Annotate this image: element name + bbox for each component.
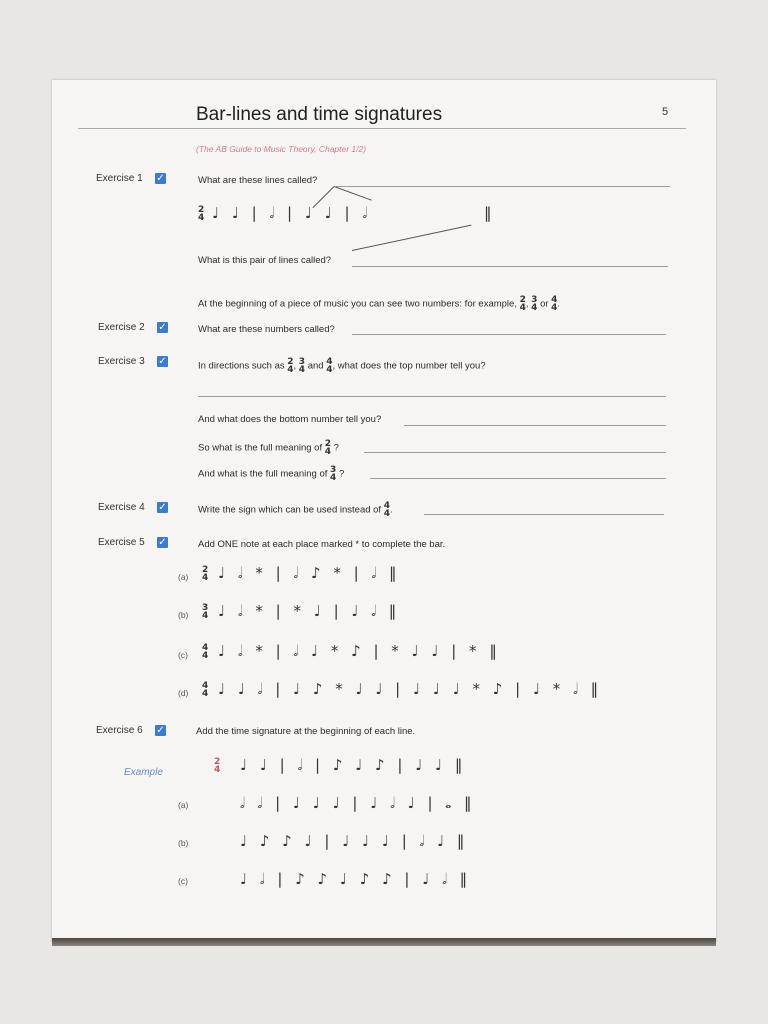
check-icon: ✓ [156,725,165,736]
answer-line[interactable] [404,425,666,426]
check-icon: ✓ [158,537,167,548]
answer-line[interactable] [198,396,666,397]
answer-line[interactable] [352,266,668,267]
ex2-question: What are these numbers called? [198,324,335,335]
row-label: (b) [178,838,189,848]
ex1-question-2: What is this pair of lines called? [198,255,332,266]
time-signature: 4 4 [202,643,209,661]
ex3-question-4: And what is the full meaning of 3 4 ? [198,465,345,483]
ex6-question: Add the time signature at the beginning of each line. [196,726,416,737]
music-line[interactable]: ♩ 𝅗𝅥 | ♪ ♪ ♩ ♪ ♪ | ♩ 𝅗𝅥 ‖ [240,870,472,888]
check-icon: ✓ [156,173,165,184]
answer-line[interactable] [336,186,670,187]
time-signature: 3 4 [202,603,209,621]
music-line[interactable]: ♩ ♩ 𝅗𝅥 | ♩ ♪ * ♩ ♩ | ♩ ♩ ♩ * ♪ | ♩ * 𝅗𝅥 ‖ [218,680,603,698]
ex1-music: ♩ ♩ | 𝅗𝅥 | ♩ ♩ | 𝅗𝅥 [212,204,372,222]
row-label: (b) [178,610,189,620]
answer-line[interactable] [424,514,664,515]
answer-line[interactable] [364,452,666,453]
example-time-signature: 2 4 [214,757,221,775]
worksheet-page [52,80,716,942]
music-line[interactable]: ♩ 𝅗𝅥 * | * ♩ | ♩ 𝅗𝅥 ‖ [218,602,401,620]
arrow [334,186,372,201]
music-line[interactable]: 𝅗𝅥 𝅗𝅥 | ♩ ♩ ♩ | ♩ 𝅗𝅥 ♩ | 𝅝 ‖ [240,794,476,812]
row-label: (c) [178,876,188,886]
double-barline: ‖ [484,204,496,222]
music-line[interactable]: ♩ 𝅗𝅥 * | 𝅗𝅥 ♩ * ♪ | * ♩ ♩ | * ‖ [218,642,501,660]
music-line: ♩ ♩ | 𝅗𝅥 | ♪ ♩ ♪ | ♩ ♩ ‖ [240,756,467,774]
ex3-question-3: So what is the full meaning of 2 4 ? [198,439,339,457]
exercise-6-label: Exercise 6 [96,725,143,736]
check-icon: ✓ [158,356,167,367]
row-label: (a) [178,800,189,810]
row-label: (a) [178,572,189,582]
row-label: (c) [178,650,188,660]
ex4-question: Write the sign which can be used instead of 4 4 . [198,501,393,519]
page-edge-shadow [52,938,716,946]
answer-line[interactable] [370,478,666,479]
ex1-question-1: What are these lines called? [198,175,318,186]
intro-text: At the beginning of a piece of music you can see two numbers: for example, 2 4 , 3 4 or 4 4 . [198,295,561,313]
exercise-3-label: Exercise 3 [98,356,145,367]
check-icon: ✓ [158,322,167,333]
music-line[interactable]: ♩ 𝅗𝅥 * | 𝅗𝅥 ♪ * | 𝅗𝅥 ‖ [218,564,401,582]
exercise-1-label: Exercise 1 [96,173,143,184]
answer-line[interactable] [352,334,666,335]
title-rule [78,128,686,129]
page-title: Bar-lines and time signatures [196,104,443,125]
ex3-question-1: In directions such as 2 4 , 3 4 and 4 4 , what does the top number tell you? [198,357,486,375]
music-line[interactable]: ♩ ♪ ♪ ♩ | ♩ ♩ ♩ | 𝅗𝅥 ♩ ‖ [240,832,469,850]
time-signature: 4 4 [202,681,209,699]
reference-text: (The AB Guide to Music Theory, Chapter 1/2) [196,144,367,154]
example-label: Example [124,767,163,778]
check-icon: ✓ [158,502,167,513]
exercise-2-label: Exercise 2 [98,322,145,333]
exercise-5-label: Exercise 5 [98,537,145,548]
ex1-time-signature: 2 4 [198,205,205,223]
row-label: (d) [178,688,189,698]
ex5-question: Add ONE note at each place marked * to complete the bar. [198,539,446,550]
time-signature: 2 4 [202,565,209,583]
page-number: 5 [662,106,669,118]
ex3-question-2: And what does the bottom number tell you? [198,414,382,425]
exercise-4-label: Exercise 4 [98,502,145,513]
arrow [352,225,472,251]
